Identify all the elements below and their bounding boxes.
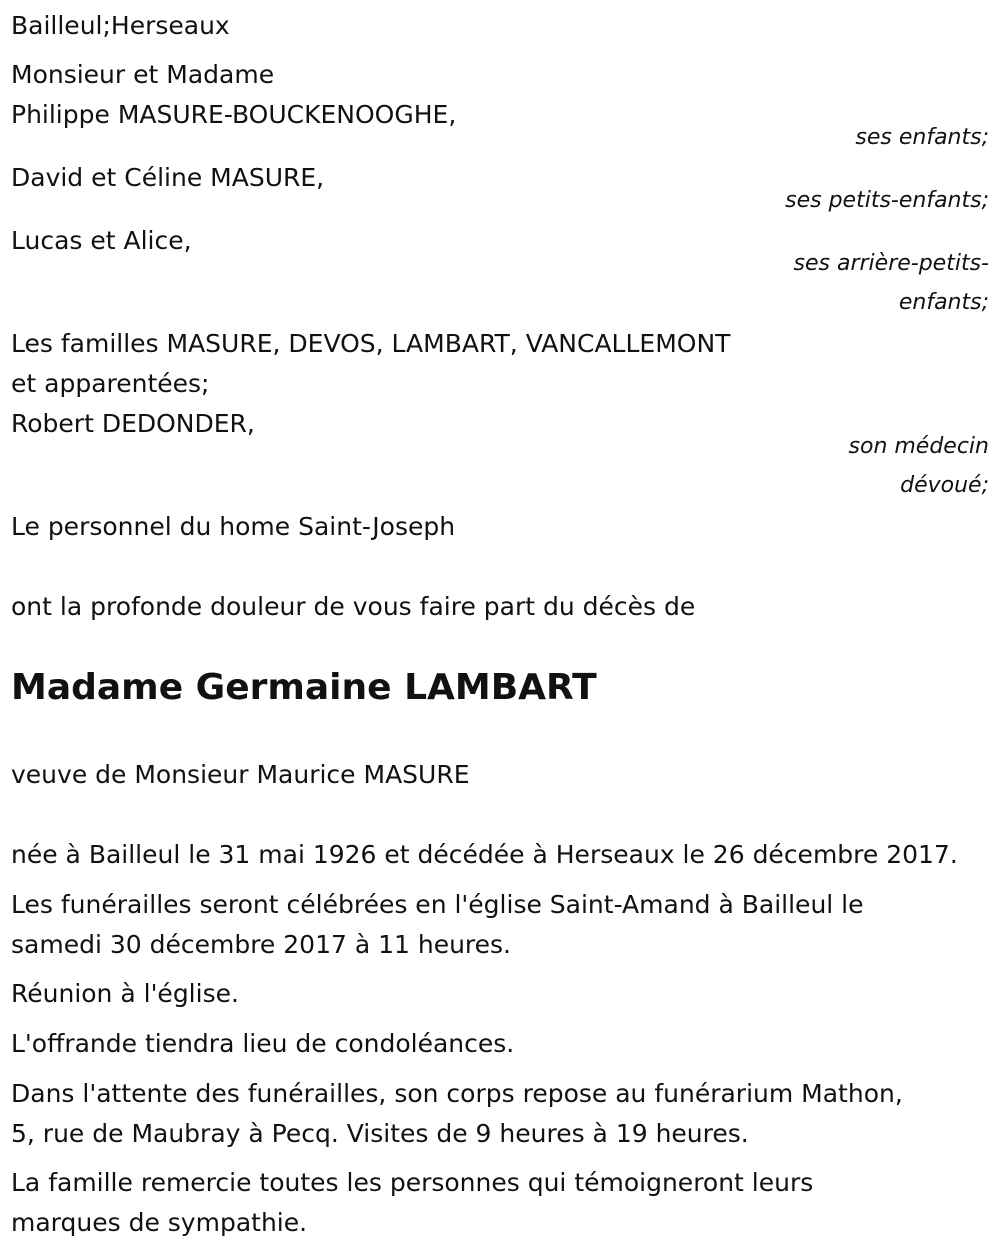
children-relation: ses enfants; — [855, 125, 989, 150]
doctor-relation-line1: son médecin — [848, 434, 989, 459]
birth-death-details: née à Bailleul le 31 mai 1926 et décédée à Herseaux le 26 décembre 2017. — [11, 840, 958, 869]
children-names-line2: Philippe MASURE-BOUCKENOOGHE, — [11, 100, 457, 129]
great-grandchildren-names: Lucas et Alice, — [11, 226, 192, 255]
offering-info: L'offrande tiendra lieu de condoléances. — [11, 1029, 515, 1058]
viewing-info-line1: Dans l'attente des funérailles, son corps repose au funérarium Mathon, — [11, 1079, 903, 1108]
gathering-info: Réunion à l'église. — [11, 979, 239, 1008]
announcement-intro: ont la profonde douleur de vous faire part du décès de — [11, 592, 696, 621]
widow-of: veuve de Monsieur Maurice MASURE — [11, 760, 470, 789]
thanks-line1: La famille remercie toutes les personnes qui témoigneront leurs — [11, 1168, 814, 1197]
doctor-relation-line2: dévoué; — [900, 473, 989, 498]
home-staff: Le personnel du home Saint-Joseph — [11, 512, 456, 541]
funeral-details-line2: samedi 30 décembre 2017 à 11 heures. — [11, 930, 511, 959]
location-header: Bailleul;Herseaux — [11, 11, 230, 40]
deceased-name: Madame Germaine LAMBART — [11, 667, 597, 708]
viewing-info-line2: 5, rue de Maubray à Pecq. Visites de 9 heures à 19 heures. — [11, 1119, 749, 1148]
grandchildren-relation: ses petits-enfants; — [785, 188, 989, 213]
funeral-details-line1: Les funérailles seront célébrées en l'église Saint-Amand à Bailleul le — [11, 890, 864, 919]
great-grandchildren-relation-line2: enfants; — [898, 290, 989, 315]
children-names-line1: Monsieur et Madame — [11, 60, 275, 89]
grandchildren-names: David et Céline MASURE, — [11, 163, 325, 192]
great-grandchildren-relation-line1: ses arrière-petits- — [793, 251, 989, 276]
families-line2: et apparentées; — [11, 369, 210, 398]
families-line1: Les familles MASURE, DEVOS, LAMBART, VANCALLEMONT — [11, 329, 731, 358]
doctor-name: Robert DEDONDER, — [11, 409, 255, 438]
thanks-line2: marques de sympathie. — [11, 1208, 308, 1237]
